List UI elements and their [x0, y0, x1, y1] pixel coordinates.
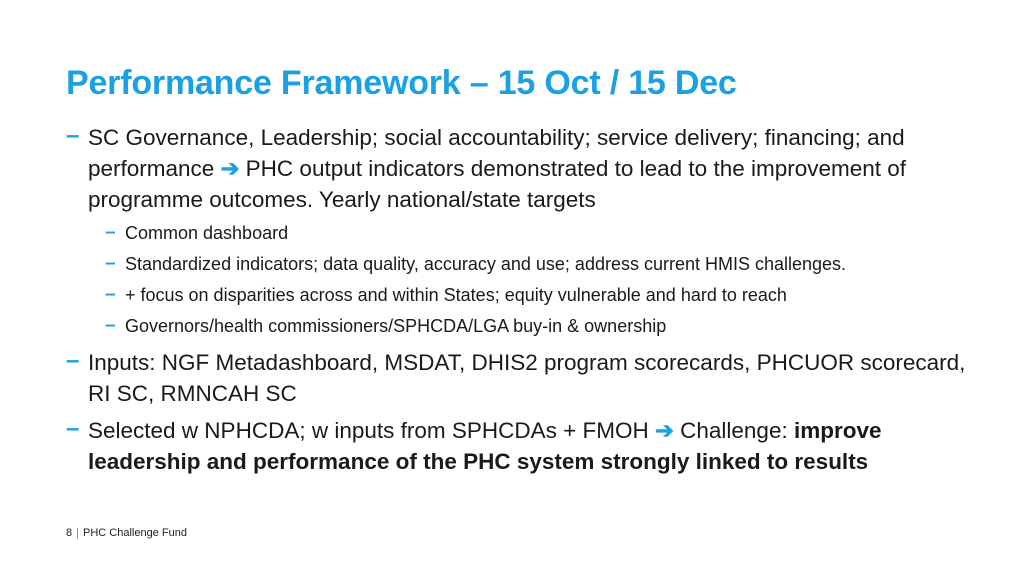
bullet-selected [66, 415, 966, 477]
bullet-text: PHC output indicators demonstrated to lead to the improvement of programme outcomes. Yearly national/state targets [88, 156, 907, 212]
bullet-text: Inputs: NGF Metadashboard, MSDAT, DHIS2 program scorecards, PHCUOR scorecard, RI SC, RMNCAH SC [88, 350, 966, 406]
slide-title: Performance Framework – 15 Oct / 15 Dec [66, 64, 737, 102]
subitem-standardized-indicators [66, 252, 966, 277]
subitem-common-dashboard [66, 221, 966, 246]
arrow-right-icon: ➔ [220, 156, 240, 181]
bullet-dash-icon: – [66, 122, 80, 149]
sub-bullet-dash-icon: – [105, 284, 116, 305]
bullet-text: Challenge: [673, 418, 794, 443]
subitem-text: Common dashboard [125, 223, 289, 243]
arrow-right-icon: ➔ [655, 418, 674, 443]
subitem-disparities [66, 283, 966, 308]
slide-footer [66, 527, 187, 539]
slide-content [66, 122, 966, 483]
sub-bullet-dash-icon: – [105, 222, 116, 243]
sub-bullet-dash-icon: – [105, 253, 116, 274]
subitem-ownership [66, 314, 966, 339]
footer-label: PHC Challenge Fund [82, 527, 187, 539]
subitem-text: Governors/health commissioners/SPHCDA/LGA buy-in & ownership [125, 316, 667, 336]
sub-bullet-dash-icon: – [105, 315, 116, 336]
subitem-text: Standardized indicators; data quality, accuracy and use; address current HMIS challenges. [125, 254, 847, 274]
footer-separator: | [76, 527, 79, 539]
subitem-text: + focus on disparities across and within States; equity vulnerable and hard to reach [125, 285, 787, 305]
page-number: 8 [66, 527, 73, 539]
governance-sublist [66, 221, 966, 339]
bullet-dash-icon: – [66, 347, 80, 374]
bullet-text: Selected w NPHCDA; w inputs from SPHCDAs + FMOH [88, 418, 656, 443]
bullet-bold-text: improve leadership and performance of the PHC system strongly linked to results [88, 418, 882, 474]
bullet-dash-icon: – [66, 415, 80, 442]
bullet-inputs [66, 347, 966, 409]
bullet-text: SC Governance, Leadership; social accountability; service delivery; financing; and performance [88, 125, 905, 181]
bullet-governance [66, 122, 966, 215]
